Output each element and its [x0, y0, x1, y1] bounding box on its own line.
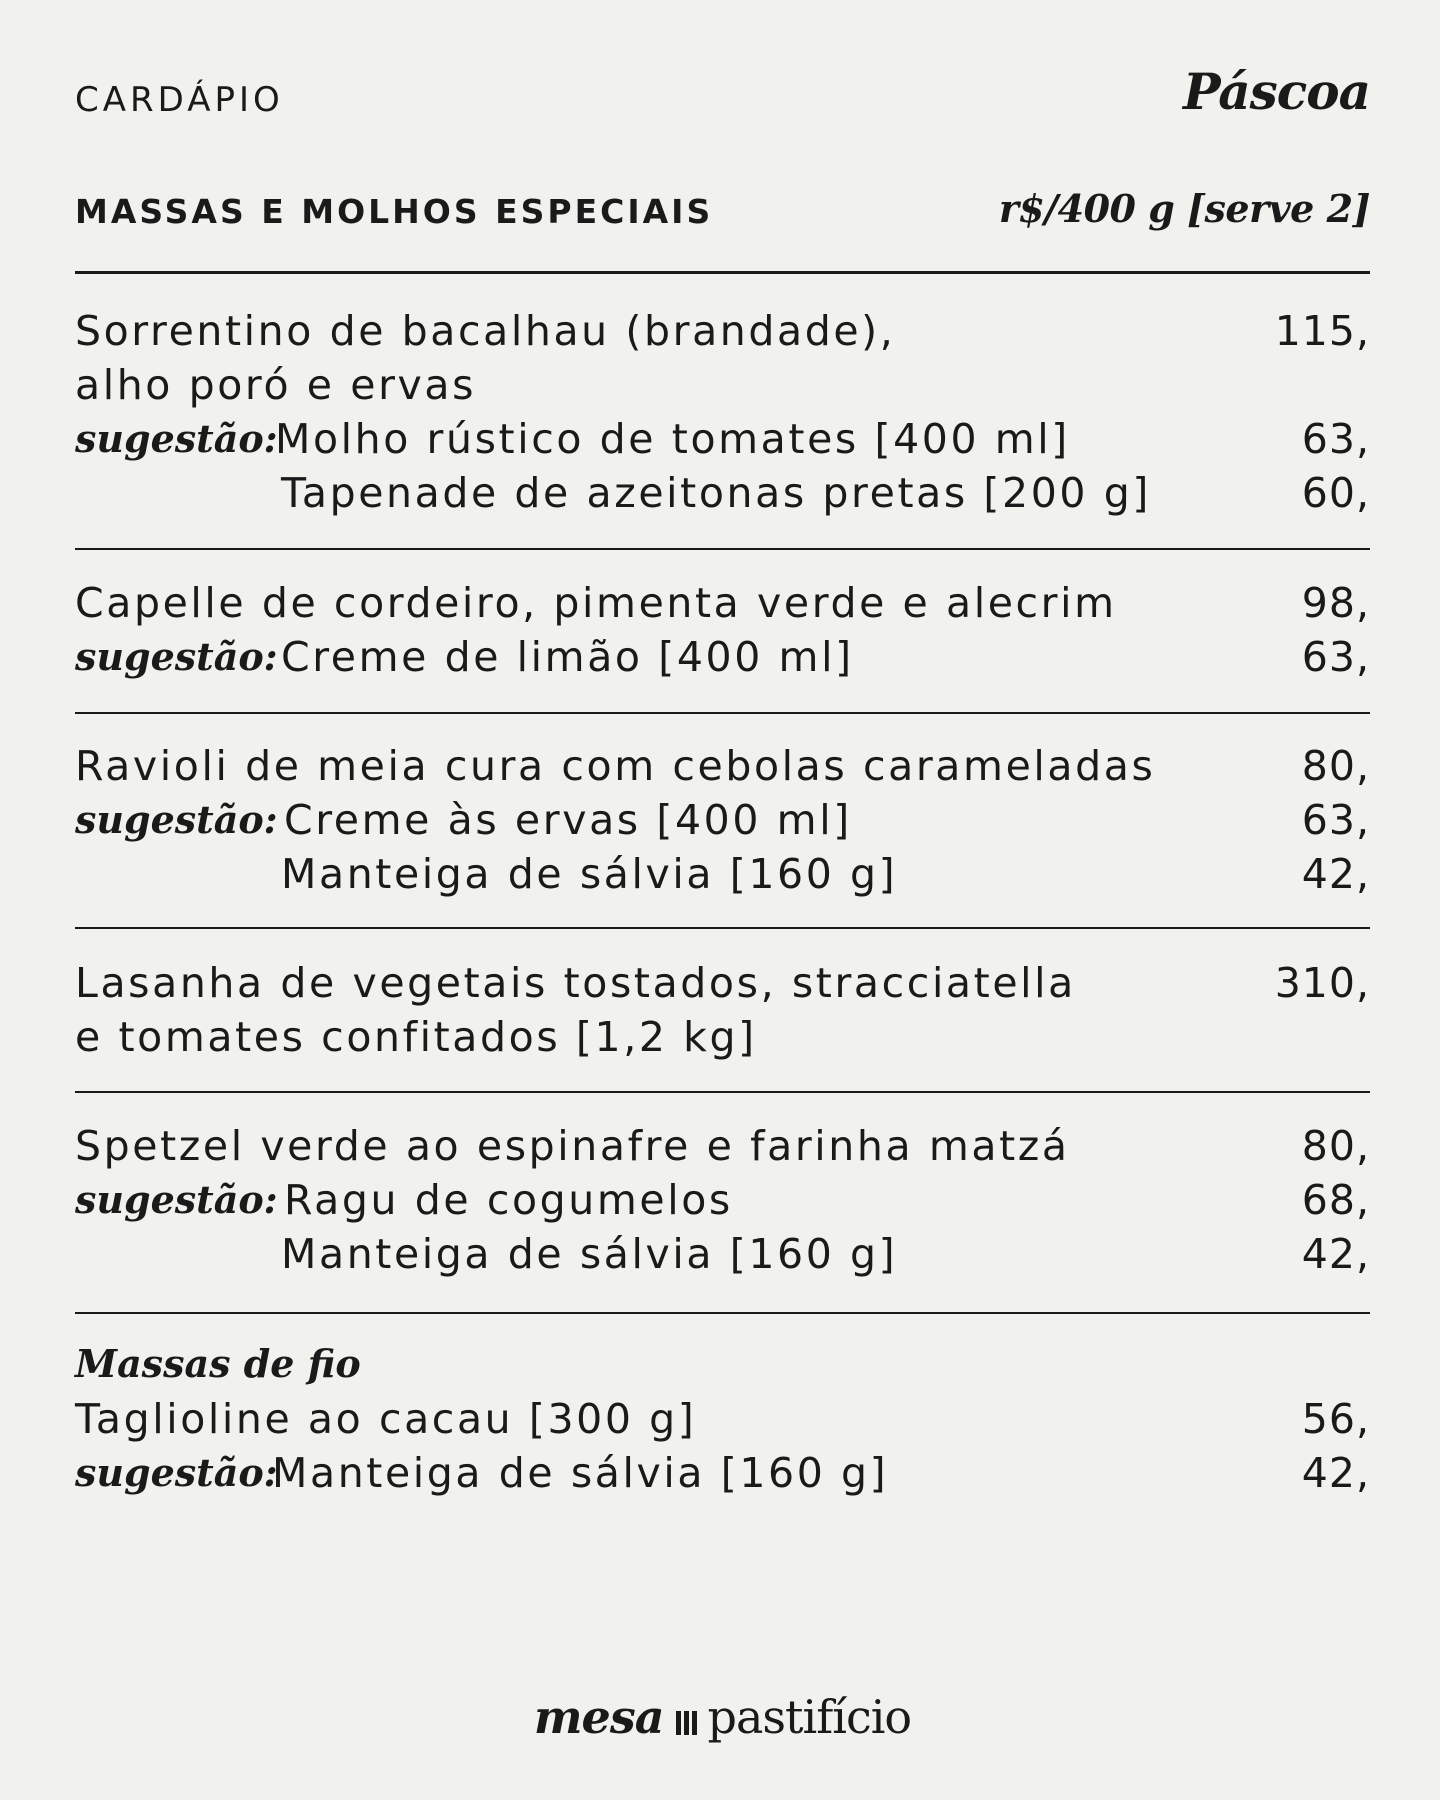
item-price: 310,: [1274, 959, 1370, 1007]
item-divider: [75, 1312, 1370, 1314]
brand-name-pastificio: pastifício: [707, 1690, 912, 1744]
suggestion-price: 42,: [1301, 1449, 1370, 1497]
suggestion-label: sugestão:: [75, 1177, 278, 1222]
suggestion-sauce: Creme de limão [400 ml]: [281, 633, 854, 681]
item-price: 80,: [1301, 742, 1370, 790]
suggestion-price: 63,: [1301, 415, 1370, 463]
suggestion-price: 68,: [1301, 1176, 1370, 1224]
suggestion-sauce: Manteiga de sálvia [160 g]: [281, 1230, 898, 1278]
brand-logo: [75, 1690, 1370, 1744]
menu-item-ravioli: [75, 739, 1370, 793]
menu-item-capelle: [75, 576, 1370, 630]
item-price: 115,: [1274, 307, 1370, 355]
suggestion-price: 42,: [1301, 1230, 1370, 1278]
menu-item-spetzel: [75, 1119, 1370, 1173]
suggestion-price: 42,: [1301, 850, 1370, 898]
suggestion-label: sugestão:: [75, 797, 278, 842]
item-divider: [75, 712, 1370, 714]
suggestion-row: [75, 847, 1370, 901]
brand-separator-icon: [676, 1711, 698, 1735]
suggestion-row: [75, 412, 1370, 466]
section-unit: r$/400 g [serve 2]: [998, 186, 1370, 231]
section-title: MASSAS E MOLHOS ESPECIAIS: [75, 192, 714, 231]
suggestion-sauce: Creme às ervas [400 ml]: [284, 796, 852, 844]
item-name: Spetzel verde ao espinafre e farinha matzá: [75, 1122, 1070, 1170]
item-price: 56,: [1301, 1395, 1370, 1443]
subsection-title: Massas de fio: [75, 1341, 361, 1386]
item-name: Ravioli de meia cura com cebolas carameladas: [75, 742, 1156, 790]
suggestion-price: 63,: [1301, 796, 1370, 844]
section-divider: [75, 271, 1370, 274]
item-name: Lasanha de vegetais tostados, stracciatella: [75, 959, 1076, 1007]
suggestion-row: [75, 793, 1370, 847]
suggestion-row: [75, 1446, 1370, 1500]
item-name: Sorrentino de bacalhau (brandade),: [75, 307, 896, 355]
menu-header: [75, 62, 1370, 132]
item-divider: [75, 927, 1370, 929]
suggestion-label: sugestão:: [75, 634, 278, 679]
item-divider: [75, 1091, 1370, 1093]
suggestion-sauce: Manteiga de sálvia [160 g]: [272, 1449, 889, 1497]
brand-name-mesa: mesa: [533, 1690, 664, 1744]
item-name: Capelle de cordeiro, pimenta verde e alecrim: [75, 579, 1117, 627]
item-name-continued: alho poró e ervas: [75, 361, 477, 409]
suggestion-sauce: Tapenade de azeitonas pretas [200 g]: [281, 469, 1151, 517]
menu-item-lasanha-line2: [75, 1010, 1370, 1064]
suggestion-row: [75, 1173, 1370, 1227]
item-name-continued: e tomates confitados [1,2 kg]: [75, 1013, 757, 1061]
menu-item-taglioline: [75, 1392, 1370, 1446]
item-divider: [75, 548, 1370, 550]
suggestion-sauce: Ragu de cogumelos: [284, 1176, 733, 1224]
section-header: [75, 186, 1370, 236]
suggestion-row: [75, 1227, 1370, 1281]
menu-page: [75, 0, 1370, 1800]
suggestion-row: [75, 630, 1370, 684]
suggestion-price: 60,: [1301, 469, 1370, 517]
suggestion-price: 63,: [1301, 633, 1370, 681]
suggestion-label: sugestão:: [75, 1450, 278, 1495]
suggestion-label: sugestão:: [75, 416, 278, 461]
suggestion-sauce: Manteiga de sálvia [160 g]: [281, 850, 898, 898]
item-name: Taglioline ao cacau [300 g]: [75, 1395, 697, 1443]
suggestion-sauce: Molho rústico de tomates [400 ml]: [275, 415, 1070, 463]
item-price: 98,: [1301, 579, 1370, 627]
menu-item-sorrentino-line2: [75, 358, 1370, 412]
menu-item-lasanha: [75, 956, 1370, 1010]
menu-label: CARDÁPIO: [75, 80, 284, 120]
suggestion-row: [75, 466, 1370, 520]
occasion-title: Páscoa: [1183, 62, 1370, 121]
item-price: 80,: [1301, 1122, 1370, 1170]
menu-item-sorrentino: [75, 304, 1370, 358]
